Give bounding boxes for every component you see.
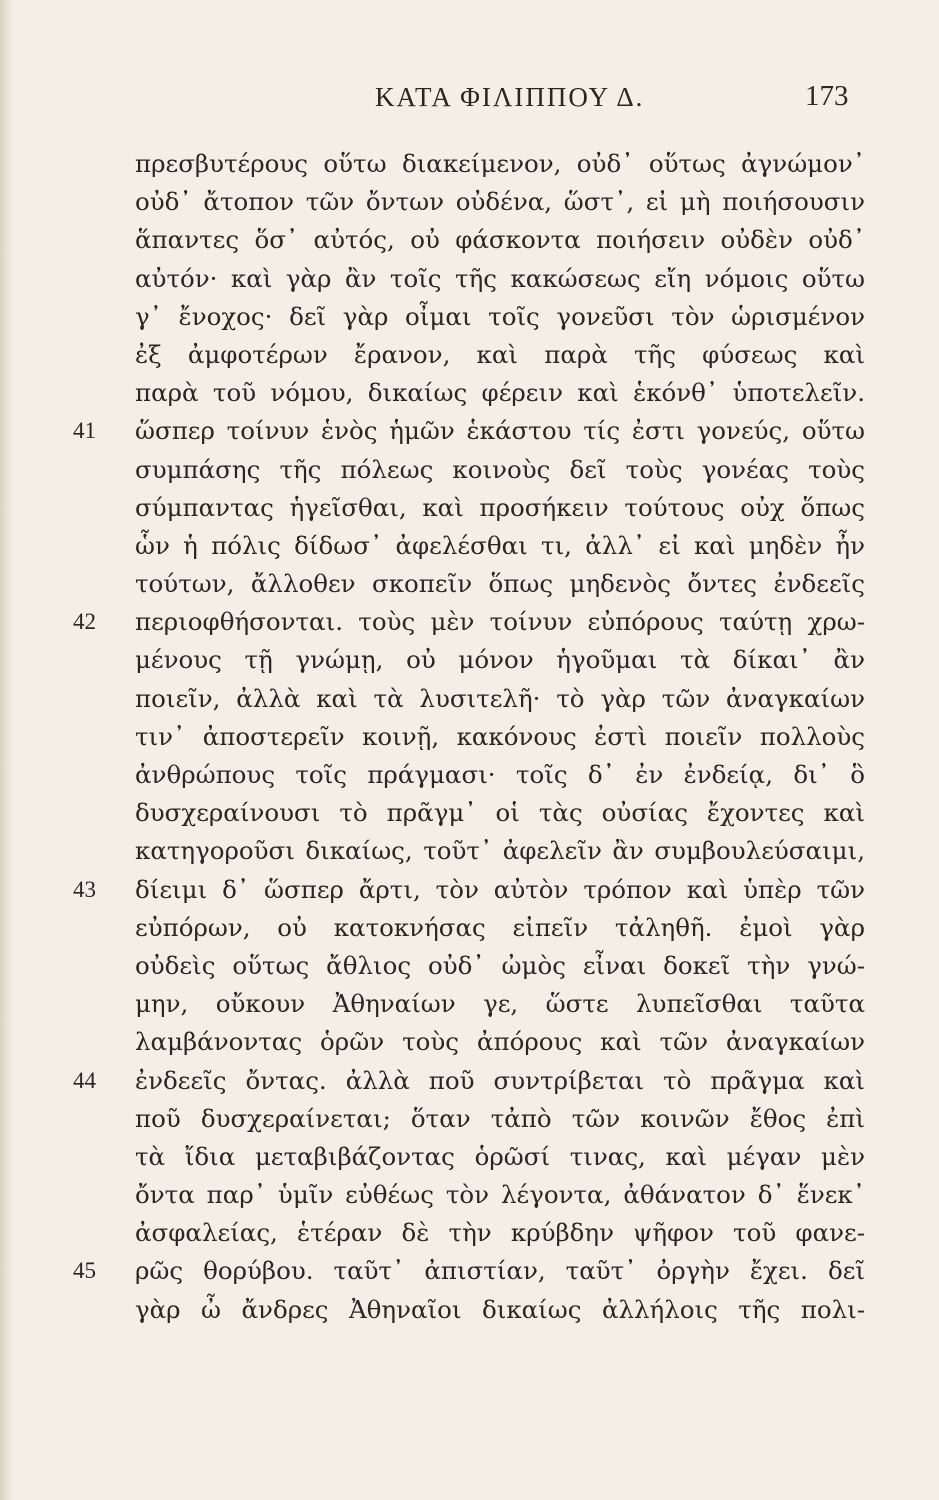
text-line <box>135 947 865 985</box>
line-text: ὥσπερ τοίνυν ἑνὸς ἡμῶν ἑκάστου τίς ἐστι γονεύς, οὕτω <box>135 416 865 446</box>
text-line <box>135 909 865 947</box>
line-text: ἅπαντες ὅσ᾿ αὐτός, οὐ φάσκοντα ποιήσειν οὐδὲν οὐδ᾿ <box>135 225 865 255</box>
text-line <box>135 183 865 221</box>
text-line <box>73 412 865 450</box>
line-text: ἐξ ἀμφοτέρων ἔρανον, καὶ παρὰ τῆς φύσεως καὶ <box>135 339 865 369</box>
text-line <box>135 489 865 527</box>
text-line <box>73 871 865 909</box>
section-number: 45 <box>73 1258 96 1284</box>
line-text: γὰρ ὦ ἄνδρες Ἀθηναῖοι δικαίως ἀλλήλοις τῆς πολι- <box>135 1294 865 1324</box>
line-text: ποιεῖν, ἀλλὰ καὶ τὰ λυσιτελῆ· τὸ γὰρ τῶν ἀναγκαίων <box>135 683 865 713</box>
text-line <box>135 680 865 718</box>
text-line <box>135 1100 865 1138</box>
text-line <box>135 336 865 374</box>
section-number: 43 <box>73 876 96 902</box>
line-text: ποῦ δυσχεραίνεται; ὅταν τἀπὸ τῶν κοινῶν ἔθος ἐπὶ <box>135 1103 865 1133</box>
text-line <box>135 985 865 1023</box>
line-text: τιν᾿ ἀποστερεῖν κοινῇ, κακόνους ἐστὶ ποιεῖν πολλοὺς <box>135 721 865 751</box>
text-line <box>135 1176 865 1214</box>
line-text: πρεσβυτέρους οὕτω διακείμενον, οὐδ᾿ οὕτως ἀγνώμον᾿ <box>135 149 865 178</box>
text-line <box>135 145 865 183</box>
line-text: ὄντα παρ᾿ ὑμῖν εὐθέως τὸν λέγοντα, ἀθάνατον δ᾿ ἕνεκ᾿ <box>135 1180 865 1210</box>
main-text <box>73 145 865 1329</box>
section-number: 41 <box>73 418 96 444</box>
text-line <box>73 1252 865 1290</box>
page-number: 173 <box>805 80 849 112</box>
line-text: ἀσφαλείας, ἑτέραν δὲ τὴν κρύβδην ψῆφον τοῦ φανε- <box>135 1218 865 1248</box>
text-line <box>135 221 865 259</box>
section-number: 44 <box>73 1067 96 1093</box>
text-line <box>135 794 865 832</box>
text-line <box>135 756 865 794</box>
line-text: γ᾿ ἔνοχος· δεῖ γὰρ οἶμαι τοῖς γονεῦσι τὸν ὡρισμένον <box>135 301 865 331</box>
text-line <box>135 298 865 336</box>
line-text: εὐπόρων, οὐ κατοκνήσας εἰπεῖν τἀληθῆ. ἐμοὶ γὰρ <box>135 912 865 942</box>
page-gutter <box>0 0 14 1500</box>
line-text: ὧν ἡ πόλις δίδωσ᾿ ἀφελέσθαι τι, ἀλλ᾿ εἰ καὶ μηδὲν ἦν <box>135 530 865 560</box>
text-line <box>135 718 865 756</box>
running-title: ΚΑΤΑ ΦΙΛΙΠΠΟΥ Δ. <box>375 82 645 112</box>
line-text: σύμπαντας ἡγεῖσθαι, καὶ προσήκειν τούτους οὐχ ὅπως <box>135 492 865 522</box>
text-line <box>135 451 865 489</box>
line-text: τὰ ἴδια μεταβιβάζοντας ὁρῶσί τινας, καὶ μέγαν μὲν <box>135 1141 865 1171</box>
section-number: 42 <box>73 609 96 635</box>
text-line <box>135 565 865 603</box>
line-text: περιοφθήσονται. τοὺς μὲν τοίνυν εὐπόρους ταύτῃ χρω- <box>135 607 865 637</box>
line-text: ρῶς θορύβου. ταῦτ᾿ ἀπιστίαν, ταῦτ᾿ ὀργὴν ἔχει. δεῖ <box>135 1256 865 1286</box>
text-line <box>135 1138 865 1176</box>
text-line <box>135 1214 865 1252</box>
text-line <box>135 374 865 412</box>
line-text: δίειμι δ᾿ ὥσπερ ἄρτι, τὸν αὐτὸν τρόπον καὶ ὑπὲρ τῶν <box>135 874 865 904</box>
line-text: μένους τῇ γνώμῃ, οὐ μόνον ἡγοῦμαι τὰ δίκαι᾿ ἂν <box>135 645 865 675</box>
text-line <box>135 1291 865 1329</box>
text-line <box>135 641 865 679</box>
text-line <box>73 1062 865 1100</box>
line-text: ἀνθρώπους τοῖς πράγμασι· τοῖς δ᾿ ἐν ἐνδείᾳ, δι᾿ ὃ <box>135 760 865 789</box>
line-text: οὐδ᾿ ἄτοπον τῶν ὄντων οὐδένα, ὥστ᾿, εἰ μὴ ποιήσουσιν <box>135 187 865 217</box>
line-text: δυσχεραίνουσι τὸ πρᾶγμ᾿ οἱ τὰς οὐσίας ἔχοντες καὶ <box>135 798 865 828</box>
line-text: συμπάσης τῆς πόλεως κοινοὺς δεῖ τοὺς γονέας τοὺς <box>135 454 865 484</box>
line-text: αὐτόν· καὶ γὰρ ἂν τοῖς τῆς κακώσεως εἴη νόμοις οὕτω <box>135 263 865 293</box>
text-line <box>73 603 865 641</box>
line-text: οὐδεὶς οὕτως ἄθλιος οὐδ᾿ ὠμὸς εἶναι δοκεῖ τὴν γνώ- <box>135 950 865 980</box>
line-text: ἐνδεεῖς ὄντας. ἀλλὰ ποῦ συντρίβεται τὸ πρᾶγμα καὶ <box>135 1065 865 1095</box>
line-text: τούτων, ἄλλοθεν σκοπεῖν ὅπως μηδενὸς ὄντες ἐνδεεῖς <box>135 569 865 599</box>
text-line <box>135 260 865 298</box>
line-text: κατηγοροῦσι δικαίως, τοῦτ᾿ ἀφελεῖν ἂν συμβουλεύσαιμι, <box>135 836 865 866</box>
text-line <box>135 1023 865 1061</box>
line-text: παρὰ τοῦ νόμου, δικαίως φέρειν καὶ ἑκόνθ᾿ ὑποτελεῖν. <box>135 378 865 408</box>
text-line <box>135 832 865 870</box>
text-line <box>135 527 865 565</box>
line-text: μην, οὔκουν Ἀθηναίων γε, ὥστε λυπεῖσθαι ταῦτα <box>135 989 865 1019</box>
line-text: λαμβάνοντας ὁρῶν τοὺς ἀπόρους καὶ τῶν ἀναγκαίων <box>135 1027 865 1057</box>
